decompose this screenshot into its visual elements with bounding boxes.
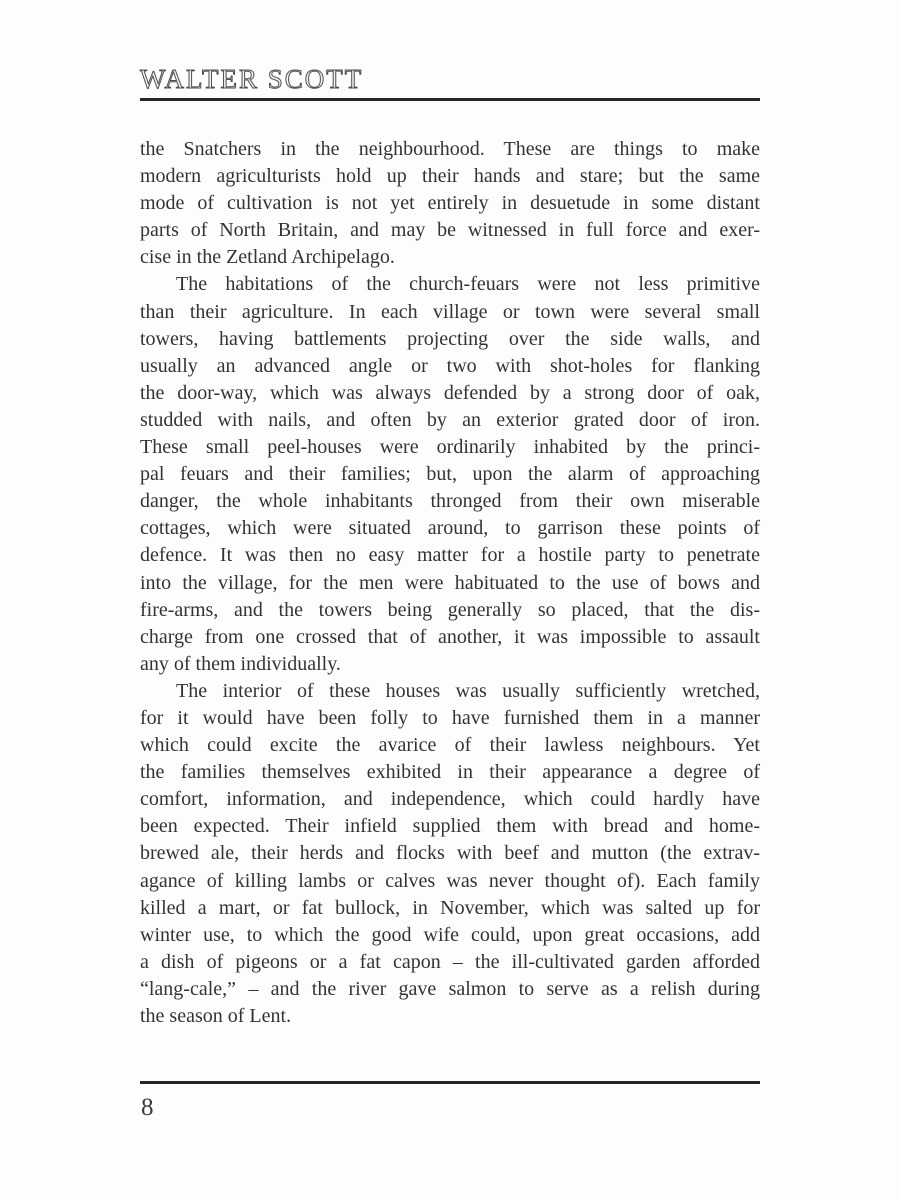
text-line: for it would have been folly to have furnished them in a manner <box>140 706 760 729</box>
text-line: These small peel-houses were ordinarily inhabited by the princi- <box>140 436 760 459</box>
page-number: 8 <box>141 1094 154 1121</box>
text-line: parts of North Britain, and may be witnessed in full force and exer- <box>140 219 760 242</box>
paragraph <box>140 678 760 1030</box>
text-line: agance of killing lambs or calves was never thought of). Each family <box>140 869 760 892</box>
text-line: a dish of pigeons or a fat capon – the ill-cultivated garden afforded <box>140 950 760 973</box>
text-line: The interior of these houses was usually sufficiently wretched, <box>176 679 760 702</box>
text-line: into the village, for the men were habituated to the use of bows and <box>140 571 760 594</box>
body-text <box>140 136 760 1030</box>
text-line: comfort, information, and independence, which could hardly have <box>140 788 760 811</box>
running-header: WALTER SCOTT <box>140 64 364 94</box>
text-line: which could excite the avarice of their lawless neighbours. Yet <box>140 734 760 757</box>
text-line: been expected. Their infield supplied them with bread and home- <box>140 815 760 838</box>
paragraph <box>140 136 760 271</box>
footer-rule <box>140 1081 760 1084</box>
text-line: cise in the Zetland Archipelago. <box>140 246 395 269</box>
text-line: studded with nails, and often by an exterior grated door of iron. <box>140 408 760 431</box>
text-line: modern agriculturists hold up their hands and stare; but the same <box>140 165 760 188</box>
text-line: The habitations of the church-feuars were not less primitive <box>176 273 760 296</box>
text-line: the season of Lent. <box>140 1005 292 1027</box>
text-line: any of them individually. <box>140 652 341 675</box>
text-line: towers, having battlements projecting over the side walls, and <box>140 327 760 350</box>
text-line: winter use, to which the good wife could, upon great occasions, add <box>140 923 760 946</box>
text-line: the families themselves exhibited in their appearance a degree of <box>140 761 760 784</box>
text-line: the door-way, which was always defended by a strong door of oak, <box>140 381 760 404</box>
text-line: cottages, which were situated around, to garrison these points of <box>140 517 760 540</box>
text-line: “lang-cale,” – and the river gave salmon to serve as a relish during <box>140 977 760 1000</box>
text-line: charge from one crossed that of another, it was impossible to assault <box>140 625 760 648</box>
text-line: the Snatchers in the neighbourhood. These are things to make <box>140 138 760 160</box>
text-line: usually an advanced angle or two with shot-holes for flanking <box>140 354 760 377</box>
header-rule <box>140 98 760 101</box>
text-line: fire-arms, and the towers being generally so placed, that the dis- <box>140 598 760 621</box>
text-line: mode of cultivation is not yet entirely in desuetude in some distant <box>140 192 760 215</box>
text-line: danger, the whole inhabitants thronged from their own miserable <box>140 490 760 513</box>
text-line: pal feuars and their families; but, upon the alarm of approaching <box>140 463 760 486</box>
text-line: killed a mart, or fat bullock, in November, which was salted up for <box>140 896 760 919</box>
paragraph <box>140 271 760 677</box>
text-line: than their agriculture. In each village or town were several small <box>140 300 760 323</box>
text-line: brewed ale, their herds and flocks with beef and mutton (the extrav- <box>140 842 760 865</box>
text-line: defence. It was then no easy matter for a hostile party to penetrate <box>140 544 760 567</box>
